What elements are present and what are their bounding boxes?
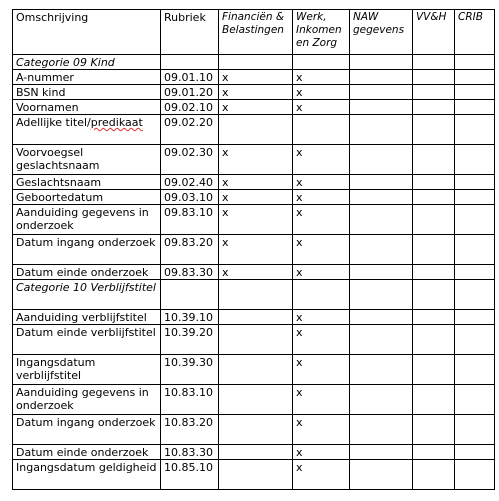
row-werk-mark: x <box>293 265 350 280</box>
row-rubriek: 09.02.40 <box>161 175 219 190</box>
table-row <box>13 85 495 100</box>
row-financien-mark <box>219 460 293 490</box>
table-row <box>13 235 495 265</box>
category-row <box>13 280 495 310</box>
table-row <box>13 100 495 115</box>
row-rubriek: 09.02.20 <box>161 115 219 145</box>
row-rubriek: 10.83.20 <box>161 415 219 445</box>
row-werk-mark: x <box>293 460 350 490</box>
row-omschrijving: Datum einde onderzoek <box>13 265 161 280</box>
row-rubriek: 09.01.10 <box>161 70 219 85</box>
row-omschrijving: Voornamen <box>13 100 161 115</box>
category-title: Categorie 09 Kind <box>13 55 161 70</box>
row-financien-mark: x <box>219 145 293 175</box>
row-werk-mark: x <box>293 415 350 445</box>
category-title: Categorie 10 Verblijfstitel <box>13 280 161 310</box>
row-omschrijving: Datum ingang onderzoek <box>13 415 161 445</box>
spellcheck-underlined-word: predikaat <box>90 116 143 129</box>
row-financien-mark <box>219 325 293 355</box>
row-werk-mark <box>293 115 350 145</box>
table-row <box>13 445 495 460</box>
table-row <box>13 355 495 385</box>
row-financien-mark: x <box>219 265 293 280</box>
row-financien-mark <box>219 385 293 415</box>
row-rubriek: 10.39.20 <box>161 325 219 355</box>
row-omschrijving: Datum ingang onderzoek <box>13 235 161 265</box>
row-omschrijving: Geboortedatum <box>13 190 161 205</box>
row-financien-mark <box>219 355 293 385</box>
row-omschrijving: BSN kind <box>13 85 161 100</box>
row-omschrijving: A-nummer <box>13 70 161 85</box>
table-row <box>13 385 495 415</box>
row-werk-mark: x <box>293 175 350 190</box>
table-row <box>13 310 495 325</box>
row-werk-mark: x <box>293 190 350 205</box>
row-financien-mark: x <box>219 205 293 235</box>
header-werk-inkomen-zorg: Werk, Inkomen en Zorg <box>293 10 350 55</box>
row-werk-mark: x <box>293 100 350 115</box>
row-rubriek: 10.83.30 <box>161 445 219 460</box>
table-row <box>13 145 495 175</box>
header-vvh: VV&H <box>413 10 455 55</box>
row-rubriek: 09.03.10 <box>161 190 219 205</box>
row-financien-mark: x <box>219 85 293 100</box>
row-omschrijving-part: Adellijke titel/ <box>16 116 91 129</box>
row-rubriek: 10.39.30 <box>161 355 219 385</box>
row-rubriek: 10.39.10 <box>161 310 219 325</box>
row-financien-mark <box>219 445 293 460</box>
row-financien-mark <box>219 310 293 325</box>
row-financien-mark: x <box>219 70 293 85</box>
row-rubriek: 10.85.10 <box>161 460 219 490</box>
row-omschrijving: Datum einde verblijfstitel <box>13 325 161 355</box>
header-omschrijving: Omschrijving <box>13 10 161 55</box>
row-financien-mark: x <box>219 190 293 205</box>
row-rubriek: 09.01.20 <box>161 85 219 100</box>
header-row <box>13 10 495 55</box>
row-rubriek: 10.83.10 <box>161 385 219 415</box>
row-werk-mark: x <box>293 310 350 325</box>
row-financien-mark <box>219 115 293 145</box>
row-omschrijving: Aanduiding verblijfstitel <box>13 310 161 325</box>
row-werk-mark: x <box>293 235 350 265</box>
row-omschrijving: Aanduiding gegevens in onderzoek <box>13 205 161 235</box>
row-omschrijving: Ingangsdatum geldigheid <box>13 460 161 490</box>
table-row <box>13 325 495 355</box>
row-rubriek: 09.02.30 <box>161 145 219 175</box>
rubrieken-table <box>12 9 495 490</box>
row-financien-mark: x <box>219 100 293 115</box>
row-omschrijving: Datum einde onderzoek <box>13 445 161 460</box>
row-omschrijving: Voorvoegsel geslachtsnaam <box>13 145 161 175</box>
row-financien-mark: x <box>219 175 293 190</box>
row-rubriek: 09.83.20 <box>161 235 219 265</box>
row-rubriek: 09.83.30 <box>161 265 219 280</box>
header-naw: NAW gegevens <box>350 10 413 55</box>
table-row <box>13 190 495 205</box>
header-rubriek: Rubriek <box>161 10 219 55</box>
row-financien-mark <box>219 415 293 445</box>
row-omschrijving: Geslachtsnaam <box>13 175 161 190</box>
header-financien: Financiën & Belastingen <box>219 10 293 55</box>
row-omschrijving: Ingangsdatum verblijfstitel <box>13 355 161 385</box>
row-rubriek: 09.02.10 <box>161 100 219 115</box>
row-werk-mark: x <box>293 355 350 385</box>
category-row <box>13 55 495 70</box>
row-werk-mark: x <box>293 385 350 415</box>
table-row <box>13 460 495 490</box>
row-omschrijving <box>13 115 161 145</box>
row-financien-mark: x <box>219 235 293 265</box>
row-werk-mark: x <box>293 205 350 235</box>
table-row <box>13 205 495 235</box>
table-row <box>13 115 495 145</box>
table-row <box>13 415 495 445</box>
row-werk-mark: x <box>293 325 350 355</box>
row-werk-mark: x <box>293 145 350 175</box>
row-werk-mark: x <box>293 445 350 460</box>
row-rubriek: 09.83.10 <box>161 205 219 235</box>
row-werk-mark: x <box>293 70 350 85</box>
header-crib: CRIB <box>455 10 495 55</box>
table-row <box>13 175 495 190</box>
table-row <box>13 265 495 280</box>
row-werk-mark: x <box>293 85 350 100</box>
table-row <box>13 70 495 85</box>
row-omschrijving: Aanduiding gegevens in onderzoek <box>13 385 161 415</box>
